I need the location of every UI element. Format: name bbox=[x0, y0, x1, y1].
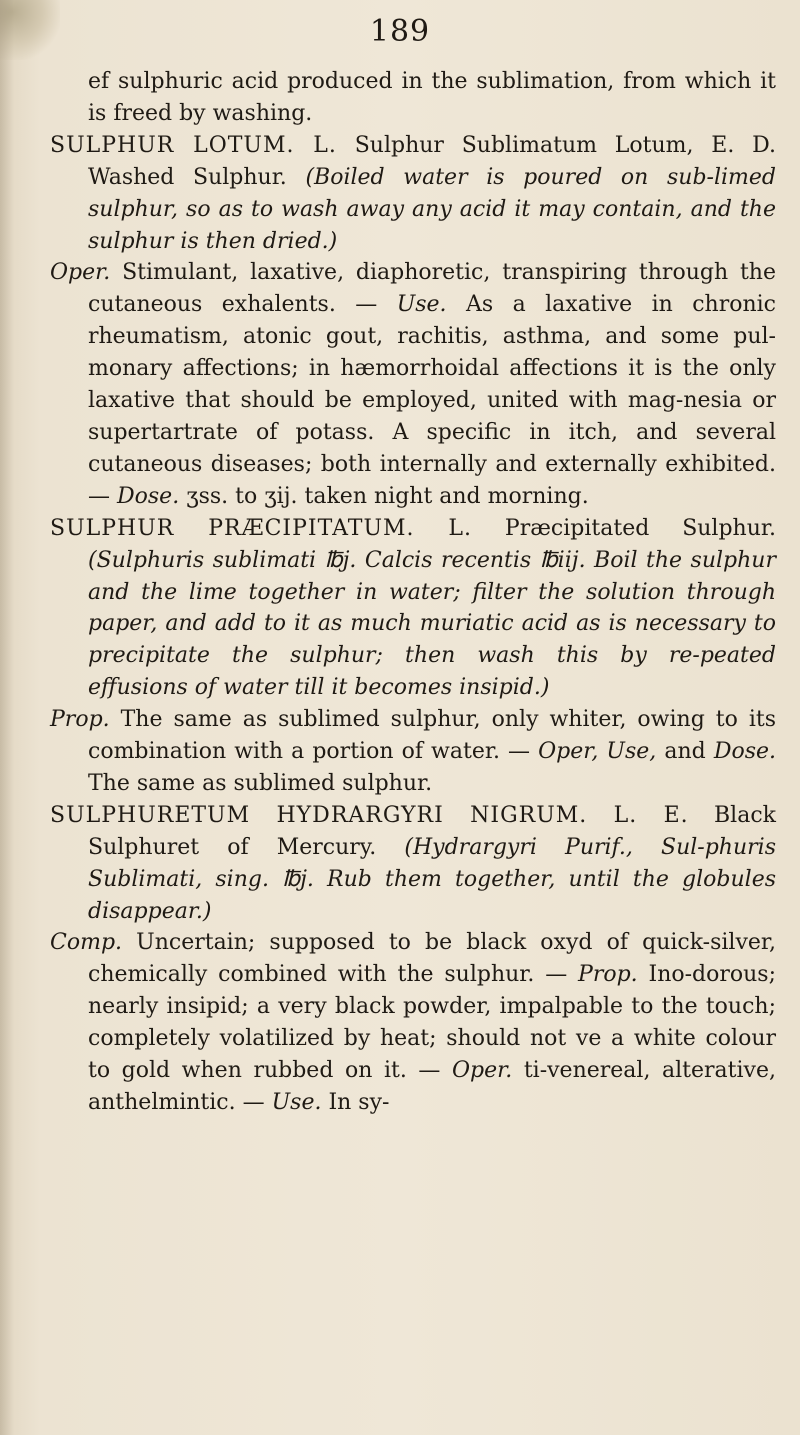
entry-preparation: (Hydrargyri Purif., Sul-phuris Sublimati, sing. ℔j. Rub them together, until the globules disappear.) bbox=[88, 834, 776, 924]
oper-label: Oper. bbox=[50, 260, 111, 286]
paragraph-continuation: ef sulphuric acid produced in the sublimation, from which it is freed by washing. bbox=[88, 69, 776, 126]
page-text bbox=[50, 66, 776, 1119]
entry-sulphur-lotum bbox=[50, 130, 776, 258]
dose-label: Dose. bbox=[713, 739, 777, 765]
entry-operation: Oper. Stimulant, laxative, diaphoretic, transpiring through the cutaneous exhalents. — Use. As a laxative in chronic rheumatism, atonic gout, rachitis, asthma, and some pul-monary affections; in hæmorrhoidal affections it is the only laxative that should be employed, united with mag-nesia or supertartrate of potass. A specific in itch, and several cutaneous diseases; both internally and externally exhibited. — Dose. ʒss. to ʒij. taken night and morning. bbox=[50, 260, 776, 509]
dose-text: The same as sublimed sulphur. bbox=[88, 770, 433, 796]
comp-label: Comp. bbox=[50, 930, 123, 956]
dose-text: ʒss. to ʒij. taken night and morning. bbox=[186, 483, 589, 509]
entry-heading: SULPHUR LOTUM. L. bbox=[50, 132, 337, 158]
page-number: 189 bbox=[369, 14, 431, 49]
entry-heading: SULPHURETUM HYDRARGYRI NIGRUM. L. E. bbox=[50, 802, 689, 828]
entry-preparation: (Sulphuris sublimati ℔j. Calcis recentis ℔iij. Boil the sulphur and the lime together in water; filter the solution through paper, and add to it as much muriatic acid as is necessary to precipitate the sulphur; then wash this by re-peated effusions of water till it becomes insipid.) bbox=[88, 547, 776, 701]
prop-label: Prop. bbox=[578, 962, 638, 988]
entry-text: Sulphur Sublimatum Lotum, E. D. Washed Sulphur. bbox=[88, 132, 776, 190]
use-label: Use. bbox=[271, 1090, 322, 1115]
entry-text: Black Sulphuret of Mercury. bbox=[88, 802, 776, 860]
page-edge-shadow bbox=[0, 0, 14, 1435]
entry-heading: SULPHUR PRÆCIPITATUM. L. bbox=[50, 515, 473, 541]
dose-label: Dose. bbox=[117, 483, 180, 509]
entry-sulphur-praecipitatum bbox=[50, 513, 776, 704]
entry-properties: Prop. The same as sublimed sulphur, only whiter, owing to its combination with a portion of water. — Oper, Use, and Dose. The same as sublimed sulphur. bbox=[50, 707, 777, 796]
entry-sulphuretum-hydrargyri bbox=[50, 800, 776, 928]
entry-text: Præcipitated Sulphur. bbox=[504, 515, 776, 541]
entry-composition: Comp. Uncertain; supposed to be black oxyd of quick-silver, chemically combined with the sulphur. — Prop. Ino-dorous; nearly insipid; a very black powder, impalpable to the touch; completely volatilized by heat; should not ve a white colour to gold when rubbed on it. — Oper. ti-venereal, alterative, anthelmintic. — Use. In sy- bbox=[50, 930, 777, 1115]
oper-label: Oper. bbox=[452, 1058, 513, 1084]
entry-preparation: (Boiled water is poured on sub-limed sulphur, so as to wash away any acid it may contain, and the sulphur is then dried.) bbox=[88, 164, 776, 254]
prop-label: Prop. bbox=[50, 707, 110, 733]
use-label: Use. bbox=[396, 292, 447, 318]
